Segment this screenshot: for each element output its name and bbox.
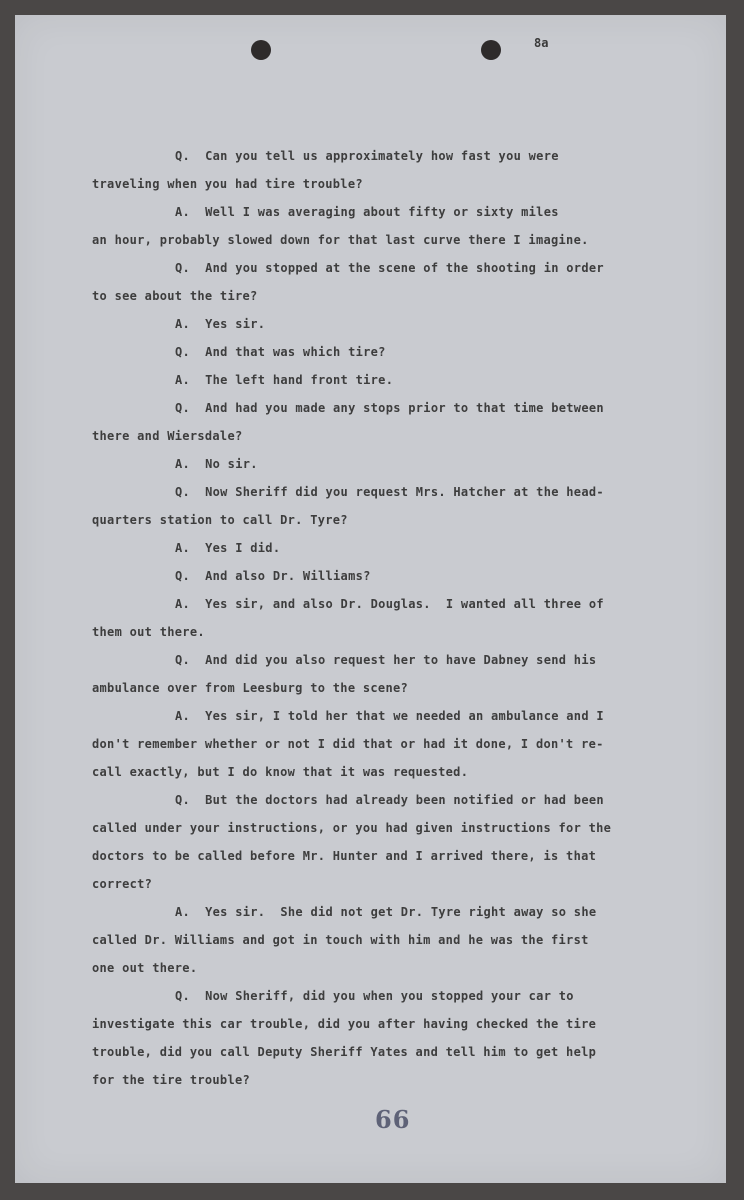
transcript-line: correct? (92, 877, 153, 891)
transcript-line: A. No sir. (175, 457, 258, 471)
transcript-line: call exactly, but I do know that it was requested. (92, 765, 469, 779)
document-page (15, 15, 726, 1183)
transcript-line: A. Yes I did. (175, 541, 281, 555)
transcript-line: don't remember whether or not I did that or had it done, I don't re- (92, 737, 604, 751)
transcript-line: Q. And also Dr. Williams? (175, 569, 371, 583)
transcript-line: Q. Can you tell us approximately how fast you were (175, 149, 559, 163)
transcript-line: A. Well I was averaging about fifty or sixty miles (175, 205, 559, 219)
transcript-line: Q. But the doctors had already been notified or had been (175, 793, 604, 807)
transcript-line: trouble, did you call Deputy Sheriff Yates and tell him to get help (92, 1045, 597, 1059)
transcript-line: Q. Now Sheriff, did you when you stopped your car to (175, 989, 574, 1003)
punch-hole-right (481, 40, 501, 60)
transcript-line: Q. And did you also request her to have Dabney send his (175, 653, 597, 667)
transcript-line: called Dr. Williams and got in touch with him and he was the first (92, 933, 589, 947)
transcript-line: an hour, probably slowed down for that last curve there I imagine. (92, 233, 589, 247)
transcript-line: them out there. (92, 625, 205, 639)
transcript-line: Q. And had you made any stops prior to that time between (175, 401, 604, 415)
transcript-line: A. Yes sir. She did not get Dr. Tyre right away so she (175, 905, 597, 919)
transcript-line: A. Yes sir, and also Dr. Douglas. I wanted all three of (175, 597, 604, 611)
transcript-line: A. The left hand front tire. (175, 373, 394, 387)
transcript-line: one out there. (92, 961, 198, 975)
punch-hole-left (251, 40, 271, 60)
transcript-line: for the tire trouble? (92, 1073, 251, 1087)
transcript-line: investigate this car trouble, did you after having checked the tire (92, 1017, 597, 1031)
transcript-line: A. Yes sir. (175, 317, 266, 331)
transcript-line: to see about the tire? (92, 289, 258, 303)
page-marker: 8a (534, 36, 549, 50)
transcript-line: ambulance over from Leesburg to the scene? (92, 681, 409, 695)
transcript-line: traveling when you had tire trouble? (92, 177, 363, 191)
transcript-line: doctors to be called before Mr. Hunter and I arrived there, is that (92, 849, 597, 863)
transcript-line: Q. And you stopped at the scene of the shooting in order (175, 261, 604, 275)
transcript-line: quarters station to call Dr. Tyre? (92, 513, 348, 527)
transcript-line: Q. And that was which tire? (175, 345, 386, 359)
transcript-line: Q. Now Sheriff did you request Mrs. Hatcher at the head- (175, 485, 604, 499)
transcript-line: A. Yes sir, I told her that we needed an ambulance and I (175, 709, 604, 723)
page-number: 66 (375, 1105, 411, 1134)
transcript-line: called under your instructions, or you had given instructions for the (92, 821, 612, 835)
transcript-line: there and Wiersdale? (92, 429, 243, 443)
